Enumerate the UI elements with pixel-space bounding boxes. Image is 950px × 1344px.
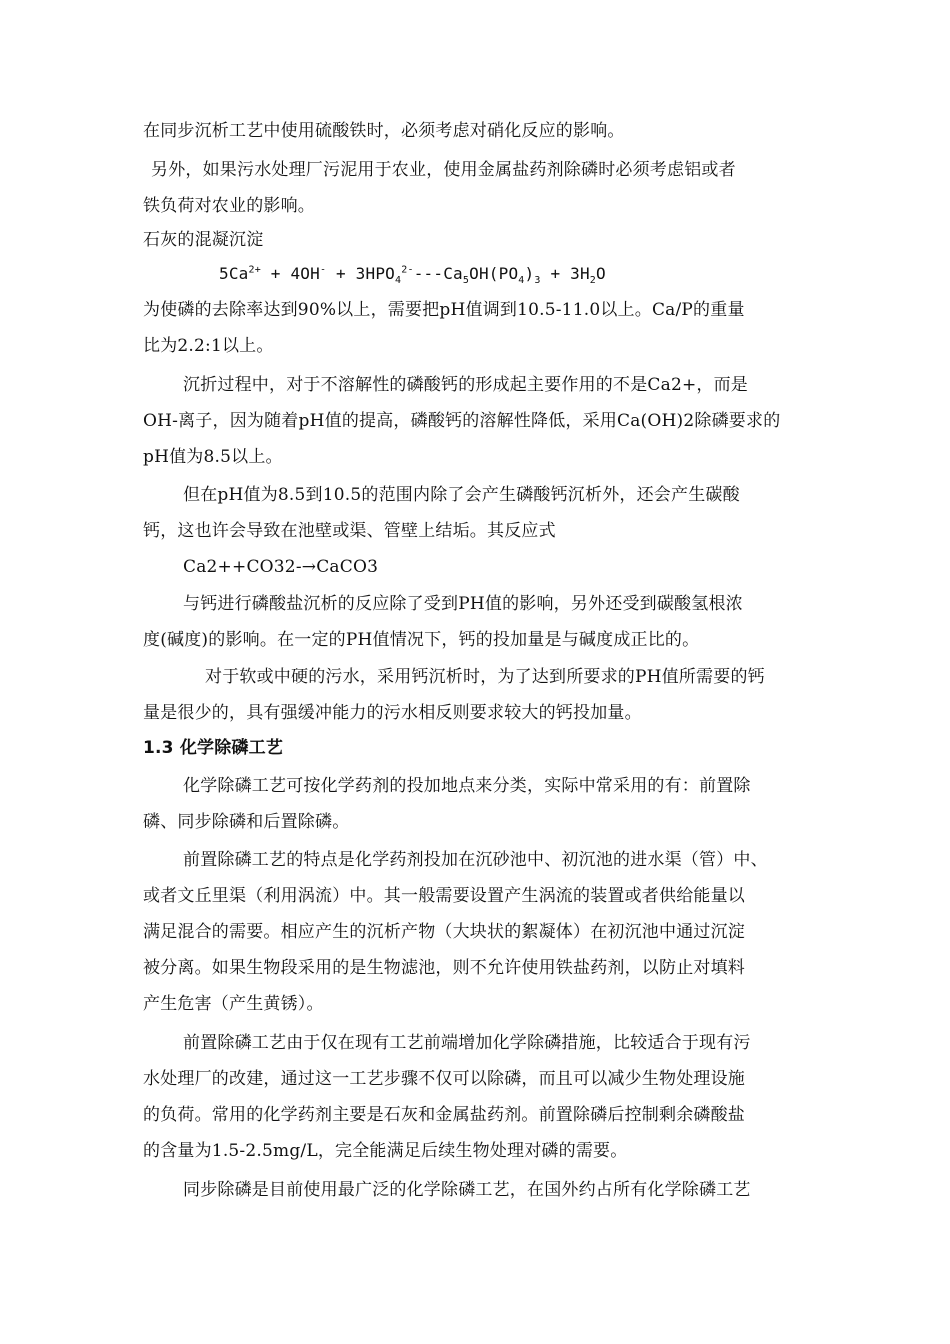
text-line: 的含量为1.5-2.5mg/L，完全能满足后续生物处理对磷的需要。 (143, 1141, 628, 1161)
chemical-equation: $5Ca^{2+} + 4OH^- + 3HPO_4^{2-}---Ca_5OH(PO_4)_3 + 3H_2O$ (219, 264, 606, 287)
text-line: 但在pH值为8.5到10.5的范围内除了会产生磷酸钙沉析外，还会产生碳酸 (183, 485, 740, 505)
text-line: 对于软或中硬的污水，采用钙沉析时，为了达到所要求的PH值所需要的钙 (205, 667, 765, 687)
text-line: 比为2.2:1以上。 (143, 336, 274, 356)
text-line: 前置除磷工艺由于仅在现有工艺前端增加化学除磷措施，比较适合于现有污 (183, 1033, 751, 1053)
text-line: 与钙进行磷酸盐沉析的反应除了受到PH值的影响，另外还受到碳酸氢根浓 (183, 594, 743, 614)
text-line: 铁负荷对农业的影响。 (143, 196, 315, 216)
text-line: 水处理厂的改建，通过这一工艺步骤不仅可以除磷，而且可以减少生物处理设施 (143, 1069, 745, 1089)
section-heading: 1.3 化学除磷工艺 (143, 738, 284, 758)
text-line: Ca2++CO32-→CaCO3 (183, 557, 379, 577)
text-line: 前置除磷工艺的特点是化学药剂投加在沉砂池中、初沉池的进水渠（管）中、 (183, 850, 768, 870)
text-line: 在同步沉析工艺中使用硫酸铁时，必须考虑对硝化反应的影响。 (143, 121, 625, 141)
text-line: 石灰的混凝沉淀 (143, 230, 264, 250)
text-line: 另外，如果污水处理厂污泥用于农业，使用金属盐药剂除磷时必须考虑铝或者 (151, 160, 736, 180)
text-line: 产生危害（产生黄锈）。 (143, 994, 324, 1014)
text-line: 同步除磷是目前使用最广泛的化学除磷工艺，在国外约占所有化学除磷工艺 (183, 1180, 751, 1200)
text-line: 沉折过程中，对于不溶解性的磷酸钙的形成起主要作用的不是Ca2+，而是 (183, 375, 749, 395)
text-line: 化学除磷工艺可按化学药剂的投加地点来分类，实际中常采用的有：前置除 (183, 776, 751, 796)
text-line: 量是很少的，具有强缓冲能力的污水相反则要求较大的钙投加量。 (143, 703, 642, 723)
text-line: 钙，这也许会导致在池壁或渠、管壁上结垢。其反应式 (143, 521, 556, 541)
text-line: 被分离。如果生物段采用的是生物滤池，则不允许使用铁盐药剂，以防止对填料 (143, 958, 745, 978)
text-line: pH值为8.5以上。 (143, 447, 283, 467)
text-line: 磷、同步除磷和后置除磷。 (143, 812, 350, 832)
text-line: 或者文丘里渠（利用涡流）中。其一般需要设置产生涡流的装置或者供给能量以 (143, 886, 745, 906)
text-line: 度(碱度)的影响。在一定的PH值情况下，钙的投加量是与碱度成正比的。 (143, 630, 700, 650)
text-line: 满足混合的需要。相应产生的沉析产物（大块状的絮凝体）在初沉池中通过沉淀 (143, 922, 745, 942)
text-line: 的负荷。常用的化学药剂主要是石灰和金属盐药剂。前置除磷后控制剩余磷酸盐 (143, 1105, 745, 1125)
text-line: 为使磷的去除率达到90%以上，需要把pH值调到10.5-11.0以上。Ca/P的重量 (143, 300, 745, 320)
text-line: OH-离子，因为随着pH值的提高，磷酸钙的溶解性降低，采用Ca(OH)2除磷要求的 (143, 411, 781, 431)
